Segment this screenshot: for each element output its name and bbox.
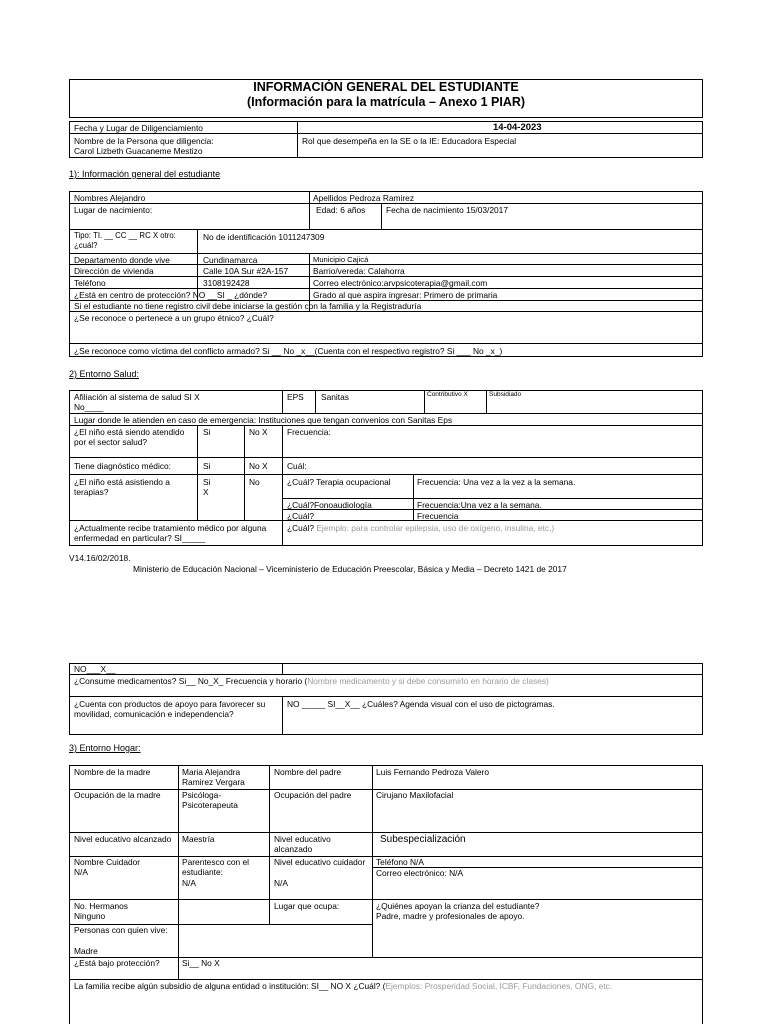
registro-civil-note: Si el estudiante no tiene registro civil debe iniciarse la gestión con la familia y la Registraduría <box>74 301 422 311</box>
tratamiento-ejemplo: Ejemplo: para controlar epilepsia, uso de oxígeno, insulina, etc.) <box>316 523 555 533</box>
persona-value: Carol Lizbeth Guacaneme Mestizo <box>74 146 203 156</box>
medicamentos-field <box>74 676 549 686</box>
tipo-doc-field: Tipo: TI. __ CC __ RC X otro: ¿cuál? <box>74 231 176 250</box>
atendido-si: Si <box>203 427 211 437</box>
direccion-label: Dirección de vivienda <box>74 266 154 276</box>
terapias-no: No <box>249 477 260 487</box>
frecuencia-2: Frecuencia:Una vez a la semana. <box>417 500 542 510</box>
proteccion-question: ¿Está bajo protección? <box>74 958 160 968</box>
grupo-etnico-field: ¿Se reconoce o pertenece a un grupo étnico? ¿Cuál? <box>74 313 274 323</box>
madre-value: Maria Alejandra Ramirez Vergara <box>182 767 245 787</box>
contributivo-field: Contributivo X <box>427 391 468 398</box>
section2-heading: 2) Entorno Salud: <box>69 369 140 379</box>
quienes-question: ¿Quiénes apoyan la crianza del estudiante? <box>376 901 540 911</box>
terapias-question: ¿El niño está asistiendo a terapias? <box>74 477 170 497</box>
no-x-mark: NO___X__ <box>74 664 116 674</box>
barrio-field: Barrio/vereda: Calahorra <box>313 266 405 276</box>
lugar-ocupa-label: Lugar que ocupa: <box>274 901 340 911</box>
ocup-madre-label: Ocupación de la madre <box>74 790 161 800</box>
frecuencia-1: Frecuencia: Una vez a la vez a la semana. <box>417 477 576 487</box>
nivel-padre-label: Nivel educativo alcanzado <box>274 834 331 854</box>
terapias-si-mark: X <box>203 487 209 497</box>
ocup-padre-value: Cirujano Maxilofacial <box>376 790 454 800</box>
section3-heading: 3) Entorno Hogar: <box>69 743 141 753</box>
terapia-1: ¿Cuál? Terapia ocupacional <box>287 477 391 487</box>
fecha-nacimiento-field: Fecha de nacimiento 15/03/2017 <box>386 205 508 215</box>
victima-field: ¿Se reconoce como víctima del conflicto armado? Si __ No _x__(Cuenta con el respectivo registro? Si ___ No _x_) <box>74 346 503 356</box>
atendido-question: ¿El niño está siendo atendido por el sector salud? <box>74 427 185 447</box>
edad-field: Edad: 6 años <box>316 205 366 215</box>
correo-field: Correo electrónico: N/A <box>376 868 464 878</box>
hermanos-value: Ninguno <box>74 911 106 921</box>
ocup-padre-label: Ocupación del padre <box>274 790 352 800</box>
ministerio-footer: Ministerio de Educación Nacional – Viceministerio de Educación Preescolar, Básica y Media – Decreto 1421 de 2017 <box>133 564 567 574</box>
padre-label: Nombre del padre <box>274 767 342 777</box>
municipio-field: Municipio Cajicá <box>313 255 369 264</box>
telefono-label: Teléfono <box>74 278 106 288</box>
hermanos-label: No. Hermanos <box>74 901 128 911</box>
afiliacion-no: No____ <box>74 402 104 412</box>
correo-field: Correo electrónico:arvpsicoterapia@gmail.com <box>313 278 488 288</box>
eps-label: EPS <box>287 392 304 402</box>
version-label: V14.16/02/2018. <box>69 553 131 563</box>
proteccion-field: ¿Está en centro de protección? NO __SI _ ¿dónde? <box>74 290 268 300</box>
productos-question: ¿Cuenta con productos de apoyo para favorecer su movilidad, comunicación e independencia? <box>74 699 266 719</box>
rol-field: Rol que desempeña en la SE o la IE: Educadora Especial <box>302 136 517 146</box>
diagnostico-no: No X <box>249 461 268 471</box>
tratamiento-cual-label: ¿Cuál? <box>287 523 314 533</box>
nivel-madre-label: Nivel educativo alcanzado <box>74 834 172 844</box>
frecuencia-label: Frecuencia: <box>287 427 331 437</box>
apellidos-field: Apellidos Pedroza Ramirez <box>313 193 415 203</box>
parentesco-label: Parentesco con el estudiante: <box>182 857 250 877</box>
grado-field: Grado al que aspira ingresar: Primero de primaria <box>313 290 498 300</box>
depto-value: Cundinamarca <box>203 255 258 265</box>
lugar-nacimiento-field: Lugar de nacimiento: <box>74 205 153 215</box>
section1-heading: 1): Información general del estudiante <box>69 169 221 179</box>
terapia-3: ¿Cuál? <box>287 511 314 521</box>
proteccion-answer: Si__ No X <box>182 958 220 968</box>
terapias-si: Si <box>203 477 211 487</box>
personas-label: Personas con quien vive: <box>74 925 168 935</box>
subsidiado-field: Subsidiado <box>489 391 522 398</box>
afiliacion-field: Afiliación al sistema de salud SI X <box>74 392 200 402</box>
page-subtitle: (Información para la matrícula – Anexo 1 PIAR) <box>246 95 526 109</box>
persona-label: Nombre de la Persona que diligencia: <box>74 136 214 146</box>
terapia-2: ¿Cuál?Fonoaudiología <box>287 500 372 510</box>
cuidador-label: Nombre Cuidador <box>74 857 141 867</box>
nivel-padre-value: Subespecialización <box>380 834 466 845</box>
personas-value: Madre <box>74 946 98 956</box>
nivel-cuidador-label: Nivel educativo cuidador <box>274 857 366 867</box>
atendido-no: No X <box>249 427 268 437</box>
subsidio-label: La familia recibe algún subsidio de alguna entidad o institución: SI__ NO X ¿Cuál? ( <box>74 981 386 991</box>
parentesco-value: N/A <box>182 878 196 888</box>
cual-label: Cuál: <box>287 461 307 471</box>
identificacion-field: No de identificación 1011247309 <box>203 232 325 242</box>
fecha-value: 14-04-2023 <box>493 122 542 133</box>
eps-value: Sanitas <box>321 392 349 402</box>
madre-label: Nombre de la madre <box>74 767 151 777</box>
productos-answer: NO _____ SI__X__ ¿Cuáles? Agenda visual con el uso de pictogramas. <box>287 699 555 709</box>
nombres-field: Nombres Alejandro <box>74 193 146 203</box>
tratamiento-cual <box>287 523 554 533</box>
subsidio-hint: Ejemplos: Prosperidad Social, ICBF, Fundaciones, ONG, etc. <box>385 981 613 991</box>
nivel-cuidador-value: N/A <box>274 878 288 888</box>
diagnostico-si: Si <box>203 461 211 471</box>
quienes-answer: Padre, madre y profesionales de apoyo. <box>376 911 525 921</box>
depto-label: Departamento donde vive <box>74 255 170 265</box>
telefono-value: 3108192428 <box>203 278 250 288</box>
frecuencia-3: Frecuencia <box>417 511 459 521</box>
emergencia-field: Lugar donde le atienden en caso de emergencia: Instituciones que tengan convenios con Sanitas Eps <box>74 415 453 425</box>
diagnostico-question: Tiene diagnóstico médico: <box>74 461 171 471</box>
tratamiento-question: ¿Actualmente recibe tratamiento médico por alguna enfermedad en particular? SI_____ <box>74 523 267 543</box>
subsidio-field <box>74 981 698 991</box>
direccion-value: Calle 10A Sur #2A-157 <box>203 266 289 276</box>
fecha-label: Fecha y Lugar de Diligenciamiento <box>74 123 203 133</box>
ocup-madre-value: Psicóloga- Psicoterapeuta <box>182 790 238 810</box>
telefono-field: Teléfono N/A <box>376 857 424 867</box>
cuidador-value: N/A <box>74 867 88 877</box>
medicamentos-label: ¿Consume medicamentos? Si__ No_X_ Frecuencia y horario ( <box>74 676 308 686</box>
page-title: INFORMACIÓN GENERAL DEL ESTUDIANTE <box>253 80 519 94</box>
nivel-madre-value: Maestría <box>182 834 215 844</box>
padre-value: Luis Fernando Pedroza Valero <box>376 767 489 777</box>
medicamentos-hint: Nombre medicamento y si debe consumirlo en horario de clases) <box>307 676 549 686</box>
